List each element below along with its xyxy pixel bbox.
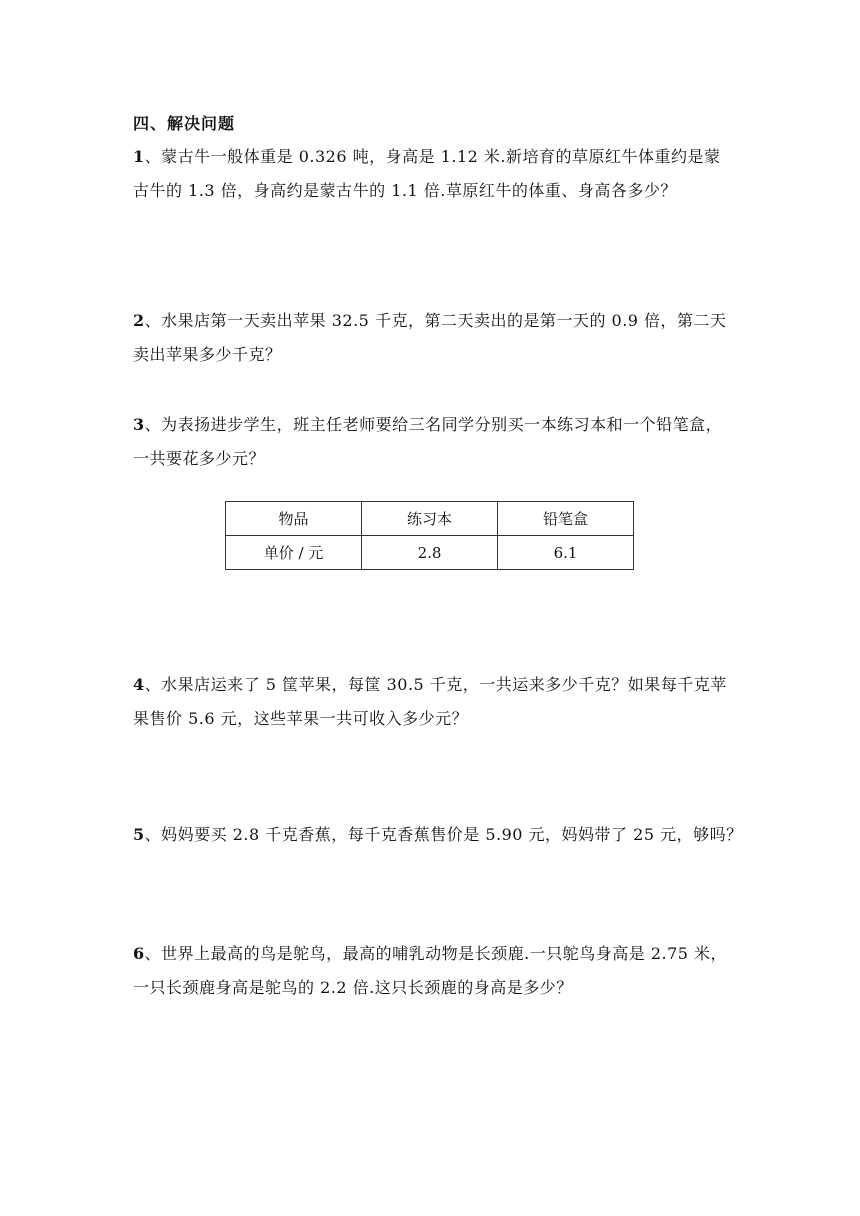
question-3-number: 3 (133, 415, 145, 434)
question-6 (133, 937, 733, 1005)
question-6-number: 6 (133, 944, 145, 963)
question-1-line-2: 古牛的 1.3 倍，身高约是蒙古牛的 1.1 倍.草原红牛的体重、身高各多少？ (133, 181, 677, 200)
table-cell: 单价 / 元 (226, 536, 362, 570)
question-2-number: 2 (133, 311, 145, 330)
table-header-cell: 物品 (226, 502, 362, 536)
question-2-line-1: 2、水果店第一天卖出苹果 32.5 千克，第二天卖出的是第一天的 0.9 倍，第二天 (133, 311, 727, 330)
section-title: 四、解决问题 (133, 114, 236, 133)
question-3 (133, 408, 733, 476)
table-cell: 6.1 (498, 536, 634, 570)
price-table-row (226, 536, 634, 570)
question-2 (133, 304, 733, 372)
price-table-header-row (226, 502, 634, 536)
question-4 (133, 668, 733, 736)
question-6-line-1: 6、世界上最高的鸟是鸵鸟，最高的哺乳动物是长颈鹿.一只鸵鸟身高是 2.75 米， (133, 944, 728, 963)
table-header-cell: 练习本 (362, 502, 498, 536)
question-3-line-1: 3、为表扬进步学生，班主任老师要给三名同学分别买一本练习本和一个铅笔盒， (133, 415, 723, 434)
question-1-line-1: 1、蒙古牛一般体重是 0.326 吨，身高是 1.12 米.新培育的草原红牛体重约是蒙 (133, 147, 721, 166)
question-4-line-2: 果售价 5.6 元，这些苹果一共可收入多少元？ (133, 709, 469, 728)
question-4-line-1: 4、水果店运来了 5 筐苹果，每筐 30.5 千克，一共运来多少千克？如果每千克苹 (133, 675, 727, 694)
price-table (225, 501, 634, 570)
question-2-line-2: 卖出苹果多少千克？ (133, 345, 282, 364)
question-1 (133, 140, 733, 208)
question-4-number: 4 (133, 675, 145, 694)
question-5-line-1: 5、妈妈要买 2.8 千克香蕉，每千克香蕉售价是 5.90 元，妈妈带了 25 元，够吗？ (133, 825, 743, 844)
table-cell: 2.8 (362, 536, 498, 570)
question-5 (133, 818, 743, 852)
question-5-number: 5 (133, 825, 145, 844)
question-1-number: 1 (133, 147, 145, 166)
table-header-cell: 铅笔盒 (498, 502, 634, 536)
question-6-line-2: 一只长颈鹿身高是鸵鸟的 2.2 倍.这只长颈鹿的身高是多少？ (133, 978, 573, 997)
question-3-line-2: 一共要花多少元？ (133, 449, 266, 468)
